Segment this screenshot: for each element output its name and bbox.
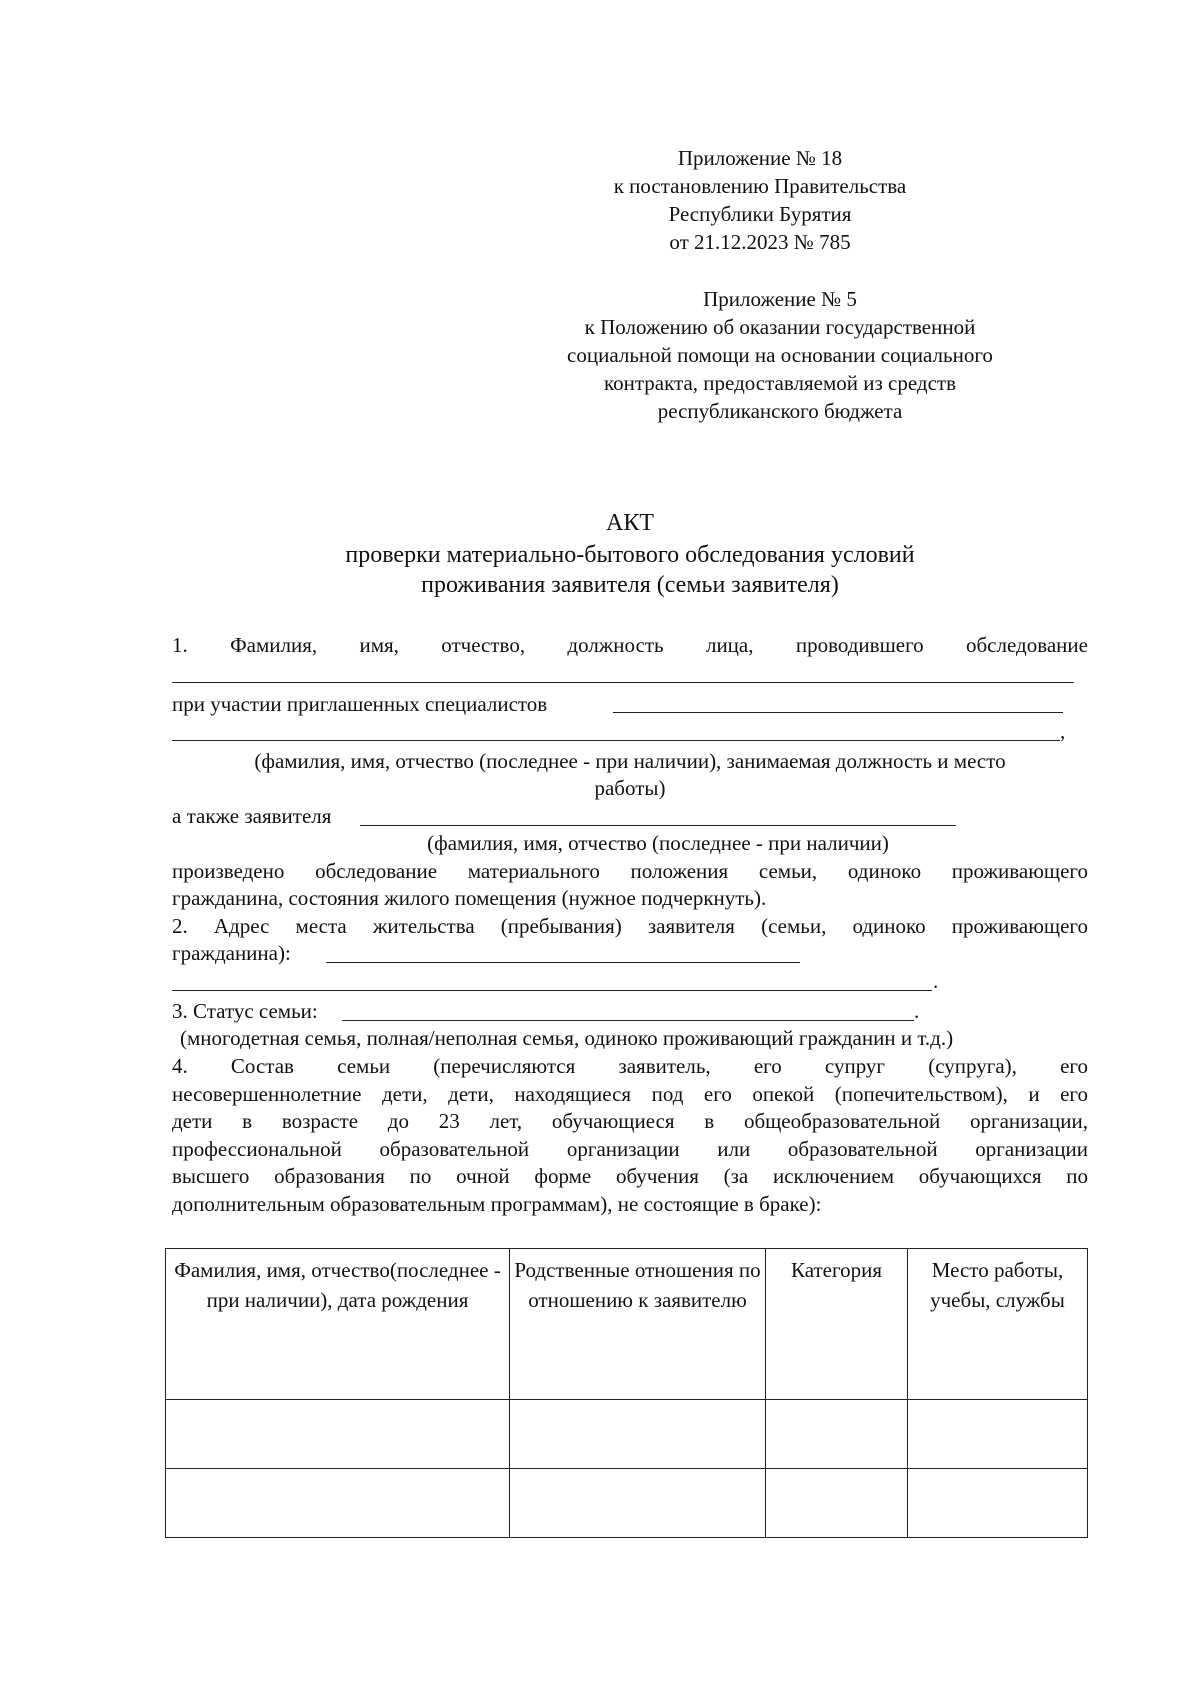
appendix-5-line: социальной помощи на основании социального bbox=[567, 343, 993, 367]
table-cell[interactable] bbox=[908, 1469, 1088, 1538]
address-line-1: 2. Адрес места жительства (пребывания) заявителя (семьи, одиноко проживающего bbox=[172, 914, 1088, 938]
section-1-word: 1. bbox=[172, 633, 188, 657]
survey-line-2: гражданина, состояния жилого помещения (нужное подчеркнуть). bbox=[172, 886, 767, 910]
address-label: гражданина): bbox=[172, 941, 291, 965]
section-1-heading bbox=[172, 632, 1088, 658]
column-header-category: Категория bbox=[766, 1249, 908, 1400]
family-composition-line: дети в возрасте до 23 лет, обучающиеся в общеобразовательной организации, bbox=[172, 1109, 1088, 1133]
specialists-field[interactable] bbox=[613, 712, 1063, 713]
table-cell[interactable] bbox=[510, 1400, 766, 1469]
appendix-5-header bbox=[500, 285, 1060, 425]
table-cell[interactable] bbox=[766, 1469, 908, 1538]
appendix-18-line: Приложение № 18 bbox=[677, 146, 843, 170]
column-header-workplace: Место работы, учебы, службы bbox=[908, 1249, 1088, 1400]
family-composition-line: несовершеннолетние дети, дети, находящиеся под его опекой (попечительством), и его bbox=[172, 1081, 1088, 1106]
inspector-name-field[interactable] bbox=[172, 682, 1074, 683]
appendix-5-line: республиканского бюджета bbox=[657, 399, 903, 423]
column-header-relationship: Родственные отношения по отношению к заявителю bbox=[510, 1249, 766, 1400]
specialists-note-line-1: (фамилия, имя, отчество (последнее - при наличии), занимаемая должность и место bbox=[254, 749, 1006, 773]
specialists-label: при участии приглашенных специалистов bbox=[172, 692, 548, 716]
table-cell[interactable] bbox=[166, 1400, 510, 1469]
table-cell[interactable] bbox=[908, 1400, 1088, 1469]
applicant-label: а также заявителя bbox=[172, 804, 332, 828]
family-composition-line: профессиональной образовательной организации или образовательной организации bbox=[172, 1136, 1088, 1161]
family-members-table bbox=[165, 1248, 1088, 1538]
appendix-5-line: контракта, предоставляемой из средств bbox=[604, 371, 956, 395]
appendix-18-line: к постановлению Правительства bbox=[613, 174, 907, 198]
table-header-row bbox=[166, 1249, 1088, 1400]
section-1-word: имя, bbox=[359, 633, 399, 657]
applicant-note: (фамилия, имя, отчество (последнее - при наличии) bbox=[427, 831, 889, 855]
family-composition-line: высшего образования по очной форме обучения (за исключением обучающихся по bbox=[172, 1164, 1088, 1188]
specialists-comma: , bbox=[1060, 719, 1066, 743]
appendix-5-line: Приложение № 5 bbox=[703, 287, 857, 311]
family-status-label: 3. Статус семьи: bbox=[172, 999, 318, 1023]
table-cell[interactable] bbox=[166, 1469, 510, 1538]
section-1-word: Фамилия, bbox=[230, 633, 318, 657]
section-1-word: обследование bbox=[965, 633, 1088, 657]
table-row bbox=[166, 1469, 1088, 1538]
family-status-dot: . bbox=[914, 999, 920, 1023]
section-1-word: должность bbox=[567, 633, 664, 657]
act-subtitle-line-2: проживания заявителя (семьи заявителя) bbox=[421, 572, 839, 598]
appendix-18-line: Республики Бурятия bbox=[668, 202, 852, 226]
column-header-full-name: Фамилия, имя, отчество(последнее - при наличии), дата рождения bbox=[166, 1249, 510, 1400]
appendix-18-line: от 21.12.2023 № 785 bbox=[669, 230, 851, 254]
address-dot: . bbox=[933, 969, 939, 993]
applicant-field[interactable] bbox=[360, 825, 956, 826]
address-field[interactable] bbox=[326, 962, 800, 963]
family-status-field[interactable] bbox=[342, 1020, 914, 1021]
table-cell[interactable] bbox=[766, 1400, 908, 1469]
survey-line-1: произведено обследование материального положения семьи, одиноко проживающего bbox=[172, 859, 1088, 883]
act-title: АКТ bbox=[606, 510, 654, 536]
act-title-block bbox=[170, 506, 1090, 600]
act-subtitle-line-1: проверки материально-бытового обследования условий bbox=[345, 542, 915, 568]
table-row bbox=[166, 1400, 1088, 1469]
specialists-field-continued[interactable] bbox=[172, 740, 1060, 741]
family-composition-line: дополнительным образовательным программам), не состоящие в браке): bbox=[172, 1191, 822, 1216]
section-1-word: отчество, bbox=[441, 633, 526, 657]
table-cell[interactable] bbox=[510, 1469, 766, 1538]
family-composition-text bbox=[172, 1053, 1088, 1218]
appendix-5-line: к Положению об оказании государственной bbox=[584, 315, 976, 339]
address-field-continued[interactable] bbox=[172, 990, 932, 991]
section-1-word: лица, bbox=[705, 633, 754, 657]
section-1-word: проводившего bbox=[795, 633, 924, 657]
family-composition-line: 4. Состав семьи (перечисляются заявитель, его супруг (супруга), его bbox=[172, 1054, 1088, 1078]
appendix-18-header bbox=[540, 144, 980, 256]
family-status-note: (многодетная семья, полная/неполная семья, одиноко проживающий гражданин и т.д.) bbox=[180, 1026, 954, 1050]
specialists-note-line-2: работы) bbox=[594, 776, 666, 800]
